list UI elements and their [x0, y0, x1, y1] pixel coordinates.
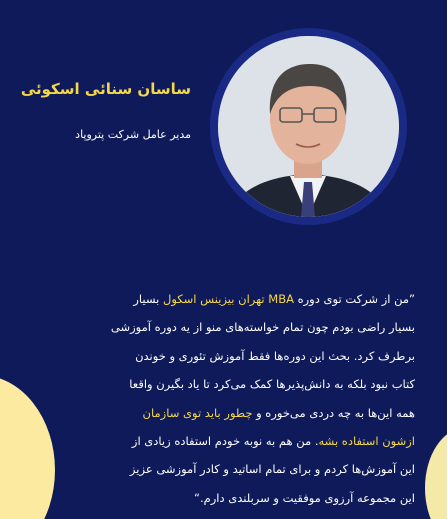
- quote-text: این مجموعه آرزوی موفقیت و سربلندی دارم.“: [194, 490, 415, 505]
- testimonial-quote: [22, 285, 415, 512]
- quote-line: [22, 399, 415, 427]
- quote-line: [22, 484, 415, 512]
- profile-name: ساسان سنائی اسکوئی: [20, 80, 191, 98]
- quote-text: همه این‌ها به چه دردی می‌خوره و: [252, 405, 415, 420]
- quote-highlight: ازشون استفاده بشه: [318, 434, 415, 449]
- quote-line: [22, 342, 415, 370]
- quote-text: ”من از شرکت توی دوره: [293, 292, 415, 306]
- quote-text: بسیار: [133, 292, 163, 306]
- quote-text: این آموزش‌ها کردم و برای تمام اساتید و کادر آموزشی عزیز: [129, 462, 415, 477]
- quote-text: بسیار راضی بودم چون تمام خواسته‌های منو از یه دوره آموزشی: [110, 320, 415, 335]
- avatar: [218, 36, 399, 217]
- quote-line: [22, 313, 415, 341]
- quote-line: [22, 427, 415, 455]
- avatar-portrait: [218, 36, 399, 217]
- quote-text: . من هم به نوبه خودم استفاده زیادی از: [131, 434, 319, 449]
- decorative-blob-right: [425, 428, 447, 519]
- quote-text: برطرف کرد. بحث این دوره‌ها فقط آموزش تئوری و خوندن: [135, 348, 415, 363]
- quote-line: [22, 370, 415, 398]
- quote-text: کتاب نبود بلکه به دانش‌پذیرها کمک می‌کرد تا یاد بگیرن واقعا: [129, 377, 415, 392]
- profile-role: مدیر عامل شرکت پتروپاد: [75, 128, 191, 141]
- quote-highlight: چطور باید توی سازمان: [142, 405, 253, 420]
- quote-line: [22, 455, 415, 483]
- quote-line: [22, 285, 415, 313]
- quote-highlight: MBA تهران بیزینس اسکول: [162, 292, 294, 306]
